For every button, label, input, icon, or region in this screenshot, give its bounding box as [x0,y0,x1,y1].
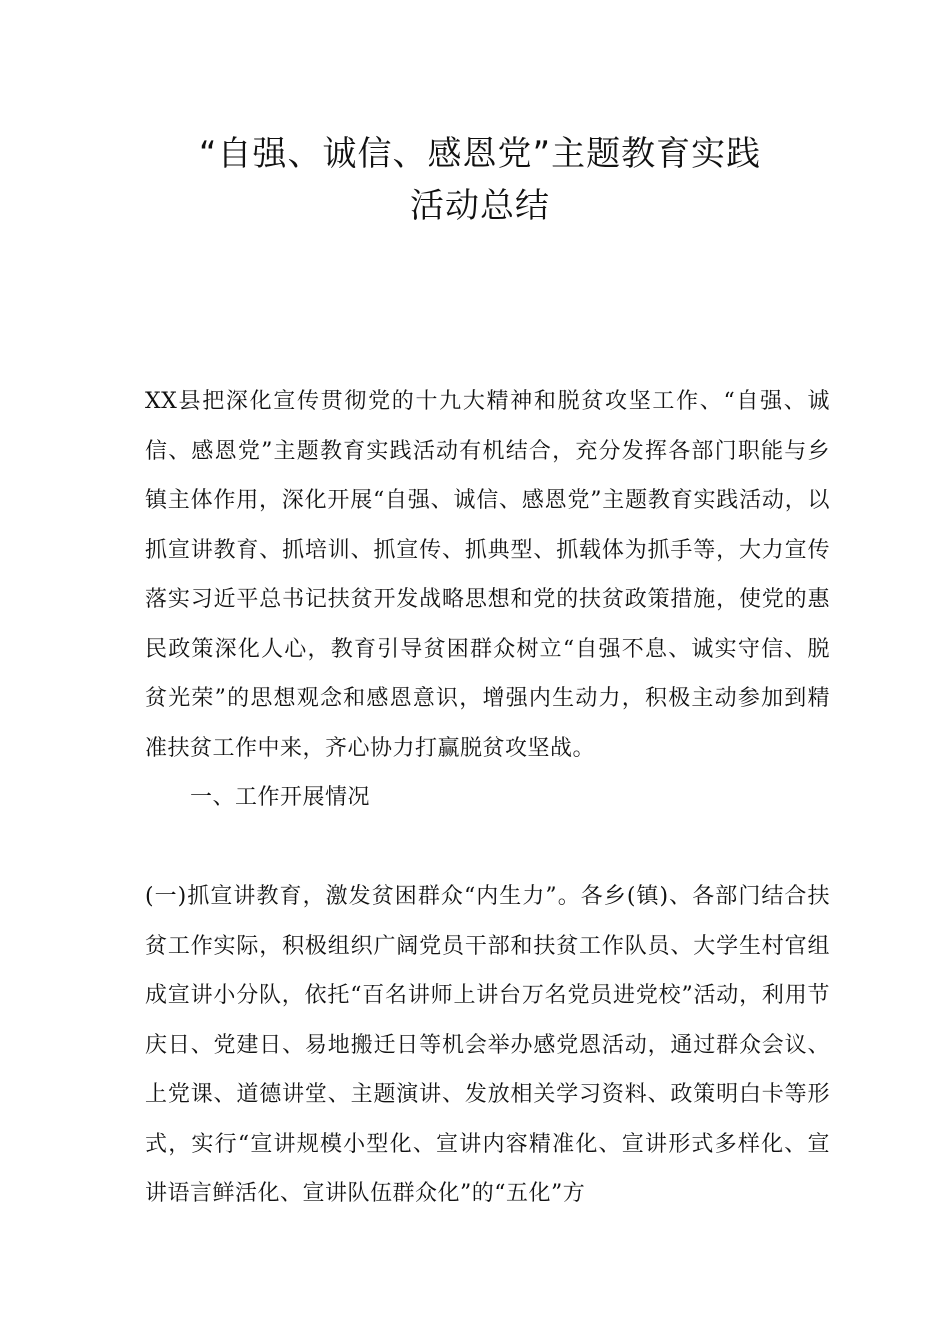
section-paragraph: (一)抓宣讲教育，激发贫困群众“内生力”。各乡(镇)、各部门结合扶贫工作实际，积极组织广阔党员干部和扶贫工作队员、大学生村官组成宣讲小分队，依托“百名讲师上讲台万名党员进党校”活动，利用节庆日、党建日、易地搬迁日等机会举办感党恩活动，通过群众会议、上党课、道德讲堂、主题演讲、发放相关学习资料、政策明白卡等形式，实行“宣讲规模小型化、宣讲内容精准化、宣讲形式多样化、宣讲语言鲜活化、宣讲队伍群众化”的“五化”方 [145,884,830,1206]
section-heading: 一、工作开展情况 [190,785,371,810]
title-line-1: “自强、诚信、感恩党”主题教育实践 [198,134,762,174]
title-line-2: 活动总结 [410,186,550,226]
intro-paragraph: XX县把深化宣传贯彻党的十九大精神和脱贫攻坚工作、“自强、诚信、感恩党”主题教育实践活动有机结合，充分发挥各部门职能与乡镇主体作用，深化开展“自强、诚信、感恩党”主题教育实践活动，以抓宣讲教育、抓培训、抓宣传、抓典型、抓载体为抓手等，大力宣传落实习近平总书记扶贫开发战略思想和党的扶贫政策措施，使党的惠民政策深化人心，教育引导贫困群众树立“自强不息、诚实守信、脱贫光荣”的思想观念和感恩意识，增强内生动力，积极主动参加到精准扶贫工作中来，齐心协力打赢脱贫攻坚战。 [145,389,830,761]
document-title [150,128,810,232]
